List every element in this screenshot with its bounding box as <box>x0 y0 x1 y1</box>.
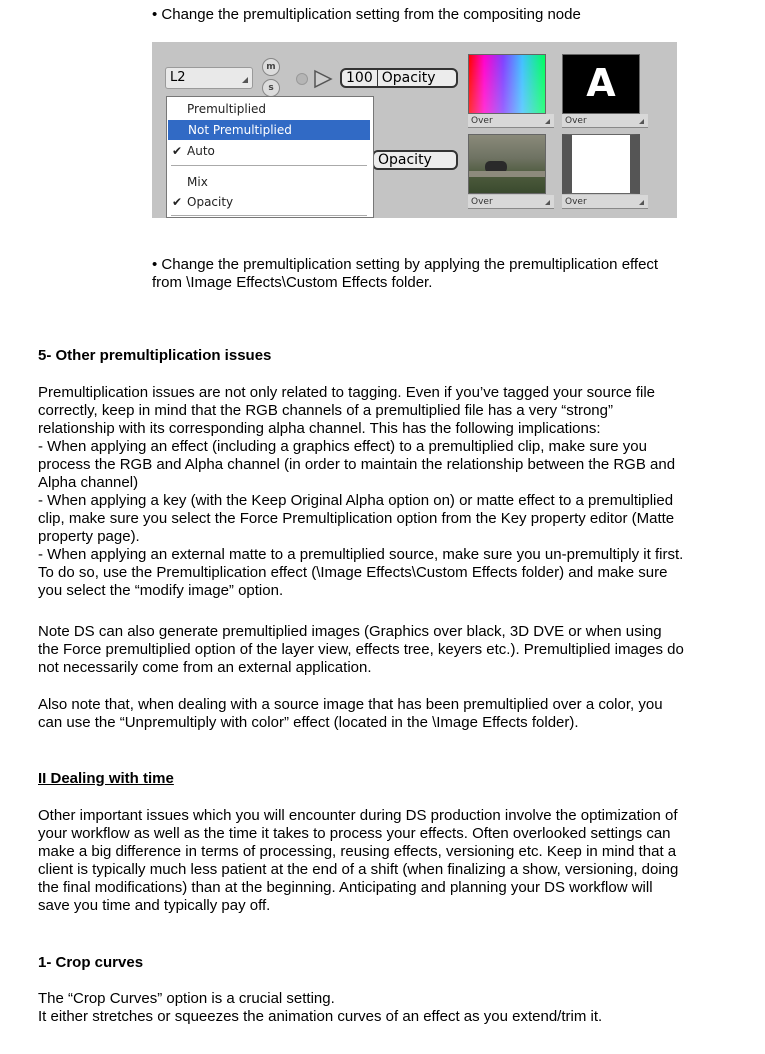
play-toggle-icon[interactable] <box>312 69 334 89</box>
layer-combo-box[interactable] <box>165 67 253 89</box>
text-line: the Force premultiplied option of the layer view, effects tree, keyers etc.). Premultiplied images do <box>38 641 684 658</box>
menu-item-label: Not Premultiplied <box>188 123 292 137</box>
bullet-compositing-node: • Change the premultiplication setting from the compositing node <box>152 6 581 23</box>
section-heading: 1- Crop curves <box>38 954 144 971</box>
paragraph <box>38 990 728 1026</box>
status-dot-icon <box>296 73 308 85</box>
blend-mode-label: Over <box>565 197 587 207</box>
menu-item-opacity[interactable] <box>167 192 371 212</box>
alpha-thumbnail[interactable] <box>562 54 640 114</box>
text-line: your workflow as well as the time it takes to process your effects. Often overlooked settings can <box>38 825 671 842</box>
opacity-label: Opacity <box>381 70 436 86</box>
white-matte-thumbnail[interactable] <box>562 134 640 194</box>
text-line: Note DS can also generate premultiplied images (Graphics over black, 3D DVE or when using <box>38 623 662 640</box>
text-line: make a big difference in terms of processing, reusing effects, versioning etc. Keep in mind that a <box>38 843 677 860</box>
blend-arrow-icon <box>545 200 550 205</box>
compositing-node-screenshot <box>152 42 677 218</box>
blend-mode-label: Over <box>471 197 493 207</box>
menu-item-label: Mix <box>187 175 208 189</box>
menu-item-label: Auto <box>187 144 215 158</box>
text-line: - When applying an effect (including a graphics effect) to a premultiplied clip, make sure you <box>38 438 647 455</box>
opacity-value: 100 <box>342 70 378 86</box>
layer-combo-value: L2 <box>170 70 186 85</box>
opacity-field[interactable] <box>340 68 458 88</box>
text-line: - When applying an external matte to a premultiplied source, make sure you un-premultiply it first. <box>38 546 684 563</box>
blend-arrow-icon <box>639 200 644 205</box>
menu-item-premultiplied[interactable] <box>167 99 371 119</box>
text-line: clip, make sure you select the Force Premultiplication option from the Key property editor (Matte <box>38 510 675 527</box>
text-line: It either stretches or squeezes the animation curves of an effect as you extend/trim it. <box>38 1008 603 1025</box>
text-line: To do so, use the Premultiplication effect (\Image Effects\Custom Effects folder) and make sure <box>38 564 668 581</box>
bullet-premultiplication-effect <box>152 256 712 292</box>
text-line: from \Image Effects\Custom Effects folder. <box>152 274 433 291</box>
mute-button[interactable]: m <box>262 58 280 76</box>
blend-mode-label: Over <box>565 116 587 126</box>
solo-button[interactable]: s <box>262 79 280 97</box>
text-line: can use the “Unpremultiply with color” effect (located in the \Image Effects folder). <box>38 714 579 731</box>
text-line: Premultiplication issues are not only related to tagging. Even if you’ve tagged your source file <box>38 384 656 401</box>
menu-item-label: Premultiplied <box>187 102 267 116</box>
premultiplication-menu <box>166 96 374 218</box>
color-thumbnail[interactable] <box>468 54 546 114</box>
clip-thumbnail[interactable] <box>468 134 546 194</box>
text-line: - When applying a key (with the Keep Original Alpha option on) or matte effect to a premultiplied <box>38 492 674 509</box>
menu-item-auto[interactable] <box>167 141 371 161</box>
paragraph <box>38 384 728 600</box>
paragraph <box>38 696 728 732</box>
blend-mode-select[interactable] <box>468 114 554 128</box>
menu-separator <box>171 165 367 166</box>
opacity-field-2[interactable] <box>372 150 458 170</box>
text-line: The “Crop Curves” option is a crucial setting. <box>38 990 335 1007</box>
text-line: process the RGB and Alpha channel (in order to maintain the relationship between the RGB and <box>38 456 676 473</box>
alpha-letter: A <box>586 61 616 105</box>
menu-item-mix[interactable] <box>167 172 371 192</box>
text-line: correctly, keep in mind that the RGB channels of a premultiplied file has a very “strong” <box>38 402 613 419</box>
checkmark-icon: ✔ <box>172 144 183 158</box>
opacity-label-2: Opacity <box>378 152 432 168</box>
text-line: you select the “modify image” option. <box>38 582 284 599</box>
blend-mode-select[interactable] <box>562 195 648 209</box>
menu-item-label: Opacity <box>187 195 234 209</box>
menu-item-not-premultiplied[interactable] <box>168 120 370 140</box>
menu-separator <box>171 215 367 216</box>
text-line: Also note that, when dealing with a source image that has been premultiplied over a color, you <box>38 696 663 713</box>
text-line: Other important issues which you will encounter during DS production involve the optimization of <box>38 807 678 824</box>
blend-arrow-icon <box>545 119 550 124</box>
text-line: property page). <box>38 528 140 545</box>
text-line: the final modifications) than at the beginning. Anticipating and planning your DS workflow will <box>38 879 653 896</box>
text-line: not necessarily come from an external application. <box>38 659 372 676</box>
combo-arrow-icon <box>242 77 248 83</box>
section-heading: 5- Other premultiplication issues <box>38 347 272 364</box>
blend-mode-select[interactable] <box>468 195 554 209</box>
paragraph <box>38 623 728 677</box>
blend-mode-label: Over <box>471 116 493 126</box>
blend-mode-select[interactable] <box>562 114 648 128</box>
text-line: save you time and typically pay off. <box>38 897 271 914</box>
text-line: relationship with its corresponding alpha channel. This has the following implications: <box>38 420 601 437</box>
checkmark-icon: ✔ <box>172 195 183 209</box>
blend-arrow-icon <box>639 119 644 124</box>
paragraph <box>38 807 728 915</box>
text-line: Alpha channel) <box>38 474 139 491</box>
text-line: • Change the premultiplication setting by applying the premultiplication effect <box>152 256 659 273</box>
text-line: client is typically much less patient at the end of a shift (when finalizing a show, versioning, doing <box>38 861 679 878</box>
part-heading: II Dealing with time <box>38 770 174 787</box>
